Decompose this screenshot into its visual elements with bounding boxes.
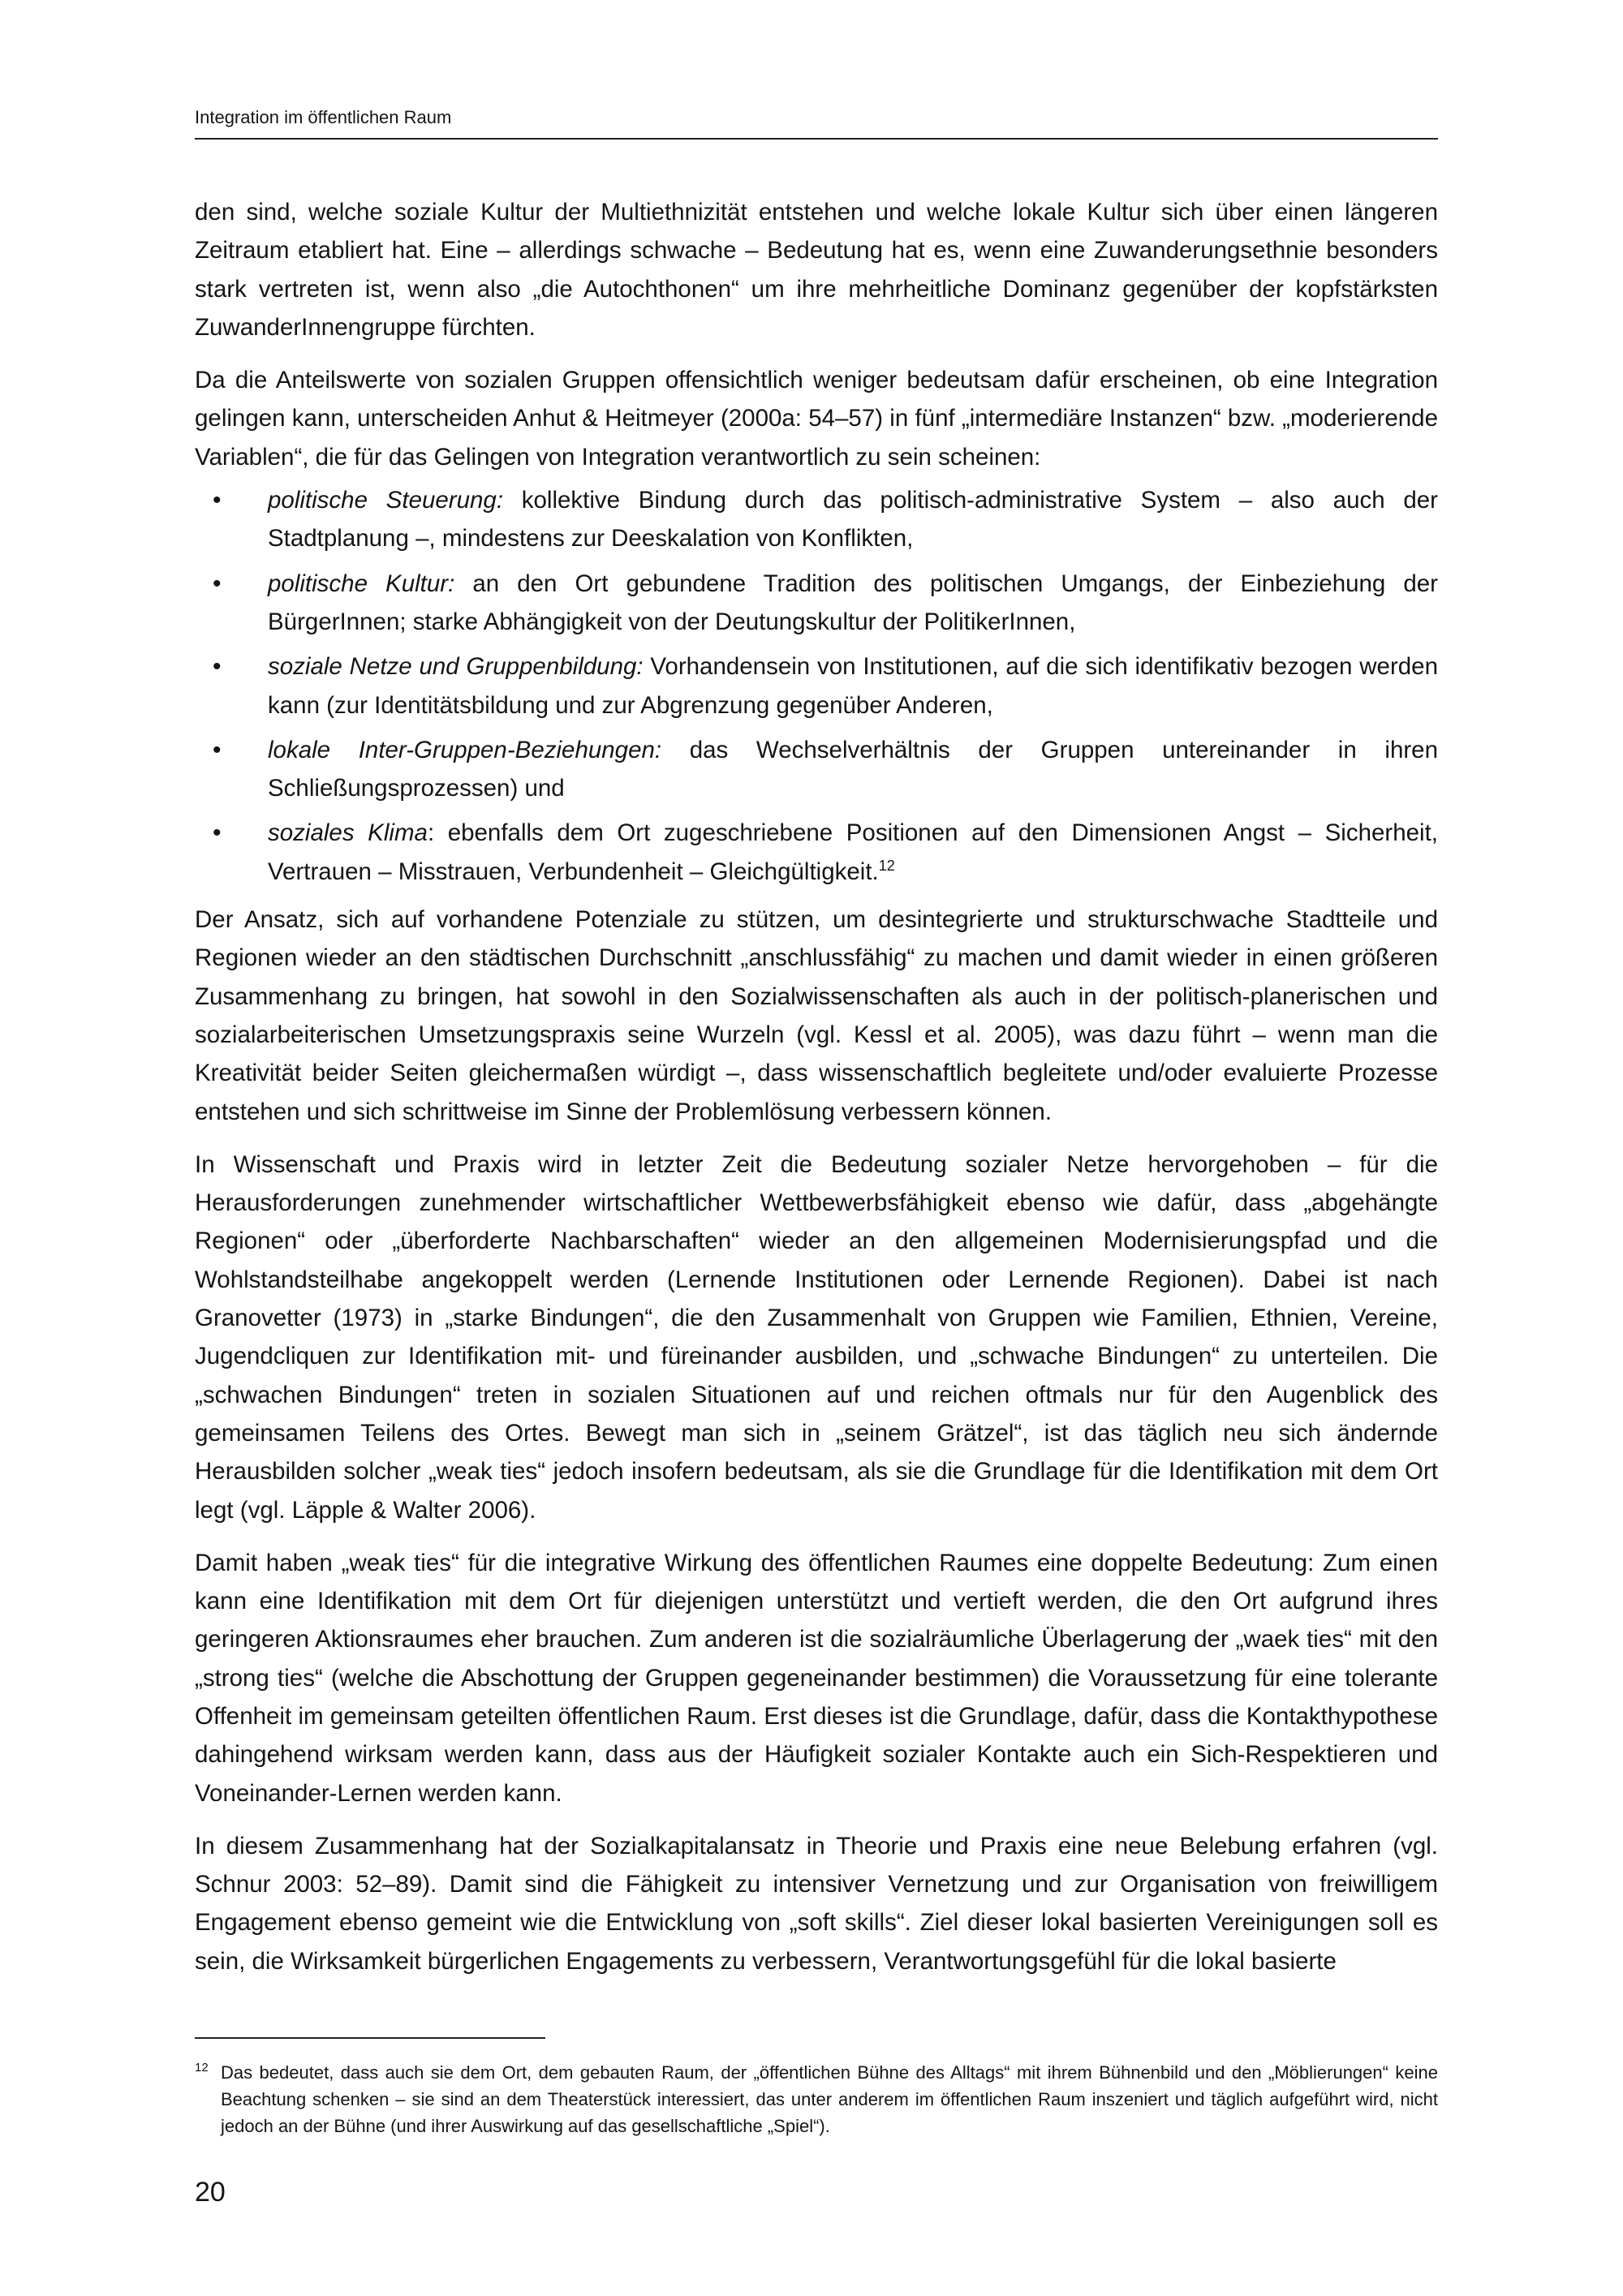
paragraph-2: Da die Anteilswerte von sozialen Gruppen offensichtlich weniger bedeutsam dafür erscheinen, ob eine Integration gelingen kann, unterscheiden Anhut & Heitmeyer (2000a: 54–57) in fünf „intermediäre Instanzen“ bzw. „moderierende Variablen“, die für das Gelingen von Integration verantwortlich zu sein scheinen: [195,367,1438,471]
body-text [195,193,1438,1995]
bullet-text: das Wechselverhältnis der Gruppen untereinander in ihren Schließungsprozessen) und [268,736,1438,802]
bullet-term: soziale Netze und Gruppenbildung: [268,653,644,681]
paragraph-1: den sind, welche soziale Kultur der Multiethnizität entstehen und welche lokale Kultur sich über einen längeren Zeitraum etabliert hat. Eine – allerdings schwache – Bedeutung hat es, wenn eine Zuwanderungsethnie besonders stark vertreten ist, wenn also „die Autochthonen“ um ihre mehrheitliche Dominanz gegenüber der kopfstärksten ZuwanderInnengruppe fürchten. [195,199,1438,341]
bullet-term: politische Kultur: [268,570,455,597]
bullet-item-social-networks [195,647,1438,724]
bullet-text: Vorhandensein von Institutionen, auf die sich identifikativ bezogen werden kann (zur Identitätsbildung und zur Abgrenzung gegenüber Anderen, [268,653,1438,719]
paragraph-6: In diesem Zusammenhang hat der Sozialkapitalansatz in Theorie und Praxis eine neue Belebung erfahren (vgl. Schnur 2003: 52–89). Damit sind die Fähigkeit zu intensiver Vernetzung und zur Organisation von freiwilligem Engagement ebenso gemeint wie die Entwicklung von „soft skills“. Ziel dieser lokal basierten Vereinigungen soll es sein, die Wirksamkeit bürgerlichen Engagements zu verbessern, Verantwortungsgefühl für die lokal basierte [195,1832,1438,1975]
paragraph-5: Damit haben „weak ties“ für die integrative Wirkung des öffentlichen Raumes eine doppelte Bedeutung: Zum einen kann eine Identifikation mit dem Ort für diejenigen unterstützt und vertieft werden, die den Ort aufgrund ihres geringeren Aktionsraumes eher brauchen. Zum anderen ist die sozialräumliche Überlagerung der „waek ties“ mit den „strong ties“ (welche die Abschottung der Gruppen gegeneinander bestimmen) die Voraussetzung für eine tolerante Offenheit im gemeinsam geteilten öffentlichen Raum. Erst dieses ist die Grundlage, dafür, dass die Kontakthypothese dahingehend wirksam werden kann, dass aus der Häufigkeit sozialer Kontakte auch ein Sich-Respektieren und Voneinander-Lernen werden kann. [195,1549,1438,1807]
bullet-list-intermediary-instances [195,481,1438,891]
bullet-term: politische Steuerung: [268,487,504,514]
footnote-number: 12 [195,2061,209,2075]
bullet-term: lokale Inter-Gruppen-Beziehungen: [268,736,662,763]
footnote-reference[interactable]: 12 [878,857,895,874]
bullet-text: an den Ort gebundene Tradition des politischen Umgangs, der Einbeziehung der BürgerInnen; starke Abhängigkeit von der Deutungskultur der PolitikerInnen, [268,570,1438,635]
bullet-item-political-steering [195,481,1438,558]
bullet-item-social-climate [195,814,1438,891]
footnote-text: Das bedeutet, dass auch sie dem Ort, dem gebauten Raum, der „öffentlichen Bühne des Alltags“ mit ihrem Bühnenbild und den „Möblierungen“ keine Beachtung schenken – sie sind an dem Theaterstück interessiert, das unter anderem im öffentlichen Raum inszeniert und täglich aufgeführt wird, nicht jedoch an der Bühne (und ihrer Auswirkung auf das gesellschaftliche „Spiel“). [221,2062,1438,2136]
running-header: Integration im öffentlichen Raum [195,107,1438,140]
page-number: 20 [195,2177,226,2208]
bullet-text: kollektive Bindung durch das politisch-administrative System – also auch der Stadtplanung –, mindestens zur Deeskalation von Konflikten, [268,487,1438,553]
bullet-text: : ebenfalls dem Ort zugeschriebene Positionen auf den Dimensionen Angst – Sicherheit, Vertrauen – Misstrauen, Verbundenheit – Gleichgültigkeit. [268,819,1438,885]
footnote-12 [195,2059,1438,2139]
bullet-item-intergroup-relations [195,731,1438,808]
paragraph-3: Der Ansatz, sich auf vorhandene Potenziale zu stützen, um desintegrierte und strukturschwache Stadtteile und Regionen wieder an den städtischen Durchschnitt „anschlussfähig“ zu machen und damit wieder in einen größeren Zusammenhang zu bringen, hat sowohl in den Sozialwissenschaften als auch in der politisch-planerischen und sozialarbeiterischen Umsetzungspraxis seine Wurzeln (vgl. Kessl et al. 2005), was dazu führt – wenn man die Kreativität beider Seiten gleichermaßen würdigt –, dass wissenschaftlich begleitete und/oder evaluierte Prozesse entstehen und sich schrittweise im Sinne der Problemlösung verbessern können. [195,906,1438,1125]
bullet-item-political-culture [195,565,1438,642]
bullet-term: soziales Klima [268,819,428,847]
paragraph-4: In Wissenschaft und Praxis wird in letzter Zeit die Bedeutung sozialer Netze hervorgehoben – für die Herausforderungen zunehmender wirtschaftlicher Wettbewerbsfähigkeit ebenso wie dafür, dass „abgehängte Regionen“ oder „überforderte Nachbarschaften“ wieder an den allgemeinen Modernisierungspfad und die Wohlstandsteilhabe angekoppelt werden (Lernende Institutionen oder Lernende Regionen). Dabei ist nach Granovetter (1973) in „starke Bindungen“, die den Zusammenhalt von Gruppen wie Familien, Ethnien, Vereine, Jugendcliquen zur Identifikation mit- und füreinander ausbilden, und „schwache Bindungen“ zu unterteilen. Die „schwachen Bindungen“ treten in sozialen Situationen auf und reichen oftmals nur für den Augenblick des gemeinsamen Teilens des Ortes. Bewegt man sich in „seinem Grätzel“, ist das täglich neu sich ändernde Herausbilden solcher „weak ties“ jedoch insofern bedeutsam, als sie die Grundlage für die Identifikation mit dem Ort legt (vgl. Läpple & Walter 2006). [195,1150,1438,1524]
footnote-separator [195,2037,545,2039]
